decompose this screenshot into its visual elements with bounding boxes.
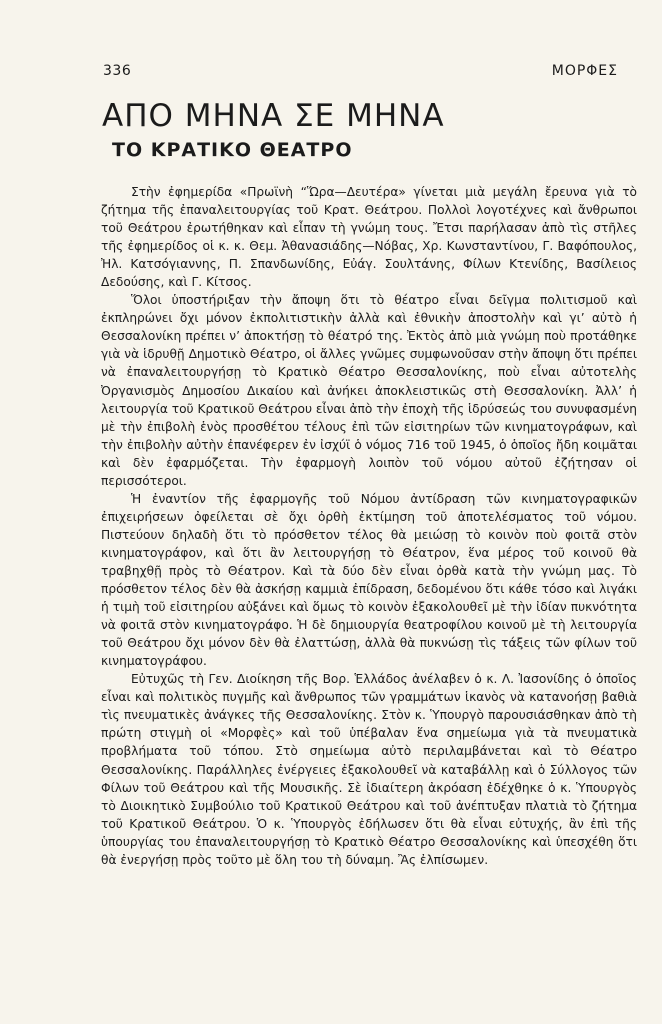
- article-body: [101, 183, 637, 869]
- article-subtitle: ΤΟ ΚΡΑΤΙΚΟ ΘΕΑΤΡΟ: [112, 139, 353, 161]
- page-number: 336: [103, 63, 132, 79]
- paragraph-1: Στὴν ἐφημερίδα «Πρωϊνὴ “Ὥρα—Δευτέρα» γίνεται μιὰ μεγάλη ἔρευνα γιὰ τὸ ζήτημα τῆς ἐπαναλειτουργίας τοῦ Κρατ. Θεάτρου. Πολλοὶ λογοτέχνες καὶ ἄνθρωποι τοῦ Θεάτρου ἐρωτήθηκαν καὶ εἶπαν τὴ γνώμη τους. Ἔτσι παρήλασαν ἀπὸ τὶς στῆλες τῆς ἐφημερίδος οἱ κ. κ. Θεμ. Ἀθανασιάδης—Νόβας, Χρ. Κωνσταντίνου, Γ. Βαφόπουλος, Ἠλ. Κατσόγιαννης, Π. Σπανδωνίδης, Εὐάγ. Σουλτάνης, Φίλων Κτενίδης, Βασίλειος Δεδούσης, καὶ Γ. Κίτσος.: [101, 185, 637, 290]
- journal-running-head: ΜΟΡΦΕΣ: [551, 63, 618, 79]
- article-title: ΑΠΟ ΜΗΝΑ ΣΕ ΜΗΝΑ: [102, 98, 445, 134]
- paragraph-4: Εὐτυχῶς τὴ Γεν. Διοίκηση τῆς Βορ. Ἑλλάδος ἀνέλαβεν ὁ κ. Λ. Ἰασονίδης ὁ ὁποῖος εἶναι καὶ πολιτικὸς πυγμῆς καὶ ἄνθρωπος τῶν γραμμάτων ἱκανὸς νὰ κατανοήσῃ βαθιὰ τὶς πνευματικὲς ἀνάγκες τῆς Θεσσαλονίκης. Στὸν κ. Ὑπουργὸ παρουσιάσθηκαν ἀπὸ τὴ πρώτη στιγμὴ οἱ «Μορφὲς» καὶ τοῦ ὑπέβαλαν ἕνα σημείωμα γιὰ τὰ πνευματικὰ προβλήματα τοῦ τόπου. Στὸ σημείωμα αὐτὸ περιλαμβάνεται καὶ τὸ Θέατρο Θεσσαλονίκης. Παράλληλες ἐνέργειες ἐξακολουθεῖ νὰ καταβάλλῃ καὶ ὁ Σύλλογος τῶν Φίλων τοῦ Θεάτρου καὶ τῆς Μουσικῆς. Σὲ ἰδιαίτερη ἀκρόαση ἐδέχθηκε ὁ κ. Ὑπουργὸς τὸ Διοικητικὸ Συμβούλιο τοῦ Κρατικοῦ Θεάτρου καὶ τοῦ ἀνέπτυξαν πλατιὰ τὸ ζήτημα τοῦ Κρατικοῦ Θεάτρου. Ὁ κ. Ὑπουργὸς ἐδήλωσεν ὅτι θὰ εἶναι εὐτυχής, ἂν ἐπὶ τῆς ὑπουργίας του ἐπαναλειτουργήσῃ τὸ Κρατικὸ Θέατρο Θεσσαλονίκης καὶ ὑπεσχέθη ὅτι θὰ ἐνεργήσῃ πρὸς τοῦτο μὲ ὅλη του τὴ δύναμη. Ἂς ἐλπίσωμεν.: [101, 672, 637, 867]
- paragraph-2: Ὅλοι ὑποστήριξαν τὴν ἄποψη ὅτι τὸ θέατρο εἶναι δεῖγμα πολιτισμοῦ καὶ ἐκπληρώνει ὄχι μόνον ἐκπολιτιστικὴν ἀλλὰ καὶ ἐθνικὴν ἀποστολὴν καὶ γι’ αὐτὸ ἡ Θεσσαλονίκη πρέπει ν’ ἀποκτήσῃ τὸ θέατρό της. Ἐκτὸς ἀπὸ μιὰ γνώμη ποὺ προτάθηκε γιὰ νὰ ἱδρυθῇ Δημοτικὸ Θέατρο, οἱ ἄλλες γνῶμες συμφωνοῦσαν στὴν ἄποψη ὅτι πρέπει νὰ ἐπαναλειτουργήσῃ τὸ Κρατικὸ Θέατρο Θεσσαλονίκης, ποὺ εἶναι αὐτοτελὴς Ὀργανισμὸς Δημοσίου Δικαίου καὶ ἀνήκει ἀποκλειστικῶς στὴ Θεσσαλονίκη. Ἀλλ’ ἡ λειτουργία τοῦ Κρατικοῦ Θεάτρου εἶναι ἀπὸ τὴν ἐποχὴ τῆς ἱδρύσεώς του συνυφασμένη μὲ τὴν ἐπιβολὴ ἑνὸς προσθέτου τέλους ἐπὶ τῶν εἰσιτηρίων τῶν κινηματογράφων, καὶ τὴν ἐπιβολὴν αὐτὴν ἐπανέφερεν ἐν ἰσχύϊ ὁ νόμος 716 τοῦ 1945, ὁ ὁποῖος ἤδη κοιμᾶται καὶ δὲν ἐφαρμόζεται. Τὴν ἐφαρμογὴ λοιπὸν τοῦ νόμου αὐτοῦ ἐζήτησαν οἱ περισσότεροι.: [101, 293, 637, 488]
- paragraph-3: Ἡ ἐναντίον τῆς ἐφαρμογῆς τοῦ Νόμου ἀντίδραση τῶν κινηματογραφικῶν ἐπιχειρήσεων ὀφείλεται σὲ ὄχι ὀρθὴ ἐκτίμηση τοῦ ἀποτελέσματος τοῦ νόμου. Πιστεύουν δηλαδὴ ὅτι τὸ πρόσθετον τέλος θὰ μειώσῃ τὸ κοινὸν ποὺ φοιτᾶ στὸν κινηματογράφον, καὶ ὅτι ἂν λειτουργήσῃ τὸ Θέατρον, ἕνα μέρος τοῦ κοινοῦ θὰ τραβηχθῇ πρὸς τὸ Θέατρον. Καὶ τὰ δύο δὲν εἶναι ὀρθὰ κατὰ τὴν γνώμη μας. Τὸ πρόσθετον τέλος δὲν θὰ ἀσκήσῃ καμμιὰ ἐπίδραση, δεδομένου ὅτι κάθε τόσο καὶ λιγάκι ἡ τιμὴ τοῦ εἰσιτηρίου αὐξάνει καὶ ὅμως τὸ κοινὸν ἐξακολουθεῖ μὲ τὴν ἰδίαν πυκνότητα νὰ φοιτᾶ στὸν κινηματογράφο. Ἡ δὲ δημιουργία θεατροφίλου κοινοῦ μὲ τὴ λειτουργία τοῦ Θεάτρου ὄχι μόνον δὲν θὰ ἐλαττώσῃ, ἀλλὰ θὰ πυκνώσῃ τὶς τάξεις τῶν φίλων τοῦ κινηματογράφου.: [101, 491, 637, 669]
